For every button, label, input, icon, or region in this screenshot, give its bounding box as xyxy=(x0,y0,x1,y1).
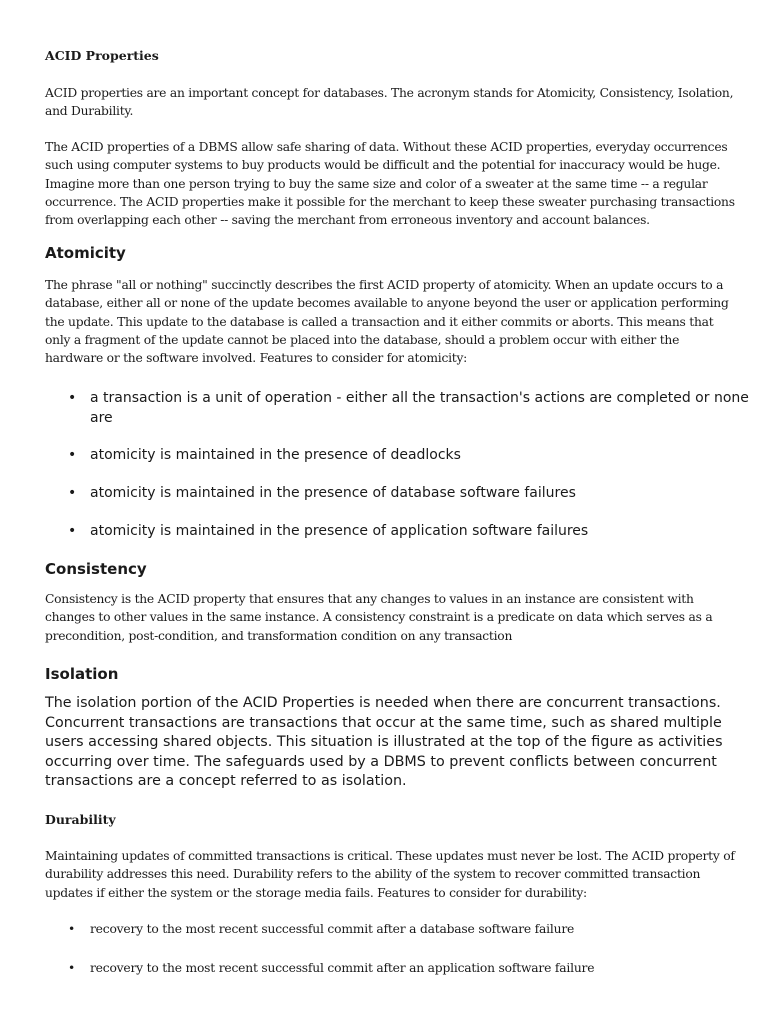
bullet-icon: • xyxy=(68,447,77,463)
isolation-heading: Isolation xyxy=(45,665,119,683)
consistency-heading: Consistency xyxy=(45,560,147,578)
list-item xyxy=(68,521,750,541)
atomicity-heading: Atomicity xyxy=(45,244,126,262)
bullet-icon: • xyxy=(68,523,77,539)
page-title: ACID Properties xyxy=(45,48,159,63)
durability-heading: Durability xyxy=(45,812,116,827)
list-item xyxy=(68,445,750,465)
list-item-text: a transaction is a unit of operation - either all the transaction's actions are completed or none are xyxy=(90,390,749,426)
bullet-icon: • xyxy=(68,922,76,936)
list-item-text: atomicity is maintained in the presence of database software failures xyxy=(90,485,576,501)
intro-paragraph-2: The ACID properties of a DBMS allow safe sharing of data. Without these ACID properties, everyday occurrences such using computer systems to buy products would be difficult and the potential for inaccuracy would be huge. Imagine more than one person trying to buy the same size and color of a sweater at the same time -- a regular occurrence. The ACID properties make it possible for the merchant to keep these sweater purchasing transactions from overlapping each other -- saving the merchant from erroneous inventory and account balances. xyxy=(45,140,735,228)
atomicity-paragraph: The phrase "all or nothing" succinctly describes the first ACID property of atomicity. When an update occurs to a database, either all or none of the update becomes available to anyone beyond the user or application performing the update. This update to the database is called a transaction and it either commits or aborts. This means that only a fragment of the update cannot be placed into the database, should a problem occur with either the hardware or the software involved. Features to consider for atomicity: xyxy=(45,278,729,366)
list-item xyxy=(68,388,750,428)
list-item-text: atomicity is maintained in the presence of application software failures xyxy=(90,523,589,539)
isolation-paragraph: The isolation portion of the ACID Properties is needed when there are concurrent transactions. Concurrent transactions are transactions that occur at the same time, such as shared multiple users accessing shared objects. This situation is illustrated at the top of the figure as activities occurring over time. The safeguards used by a DBMS to prevent conflicts between concurrent transactions are a concept referred to as isolation. xyxy=(45,695,723,790)
bullet-icon: • xyxy=(68,961,76,975)
bullet-icon: • xyxy=(68,485,77,501)
durability-paragraph: Maintaining updates of committed transactions is critical. These updates must never be lost. The ACID property of durability addresses this need. Durability refers to the ability of the system to recover committed transaction updates if either the system or the storage media fails. Features to consider for durability: xyxy=(45,849,735,900)
list-item xyxy=(68,920,750,938)
list-item xyxy=(68,959,750,977)
list-item-text: recovery to the most recent successful commit after a database software failure xyxy=(90,922,575,936)
bullet-icon: • xyxy=(68,390,77,406)
consistency-paragraph: Consistency is the ACID property that ensures that any changes to values in an instance are consistent with changes to other values in the same instance. A consistency constraint is a predicate on data which serves as a precondition, post-condition, and transformation condition on any transaction xyxy=(45,592,713,643)
list-item-text: atomicity is maintained in the presence of deadlocks xyxy=(90,447,461,463)
list-item-text: recovery to the most recent successful commit after an application software failure xyxy=(90,961,595,975)
list-item xyxy=(68,483,750,503)
intro-paragraph-1: ACID properties are an important concept for databases. The acronym stands for Atomicity, Consistency, Isolation, and Durability. xyxy=(45,86,734,119)
